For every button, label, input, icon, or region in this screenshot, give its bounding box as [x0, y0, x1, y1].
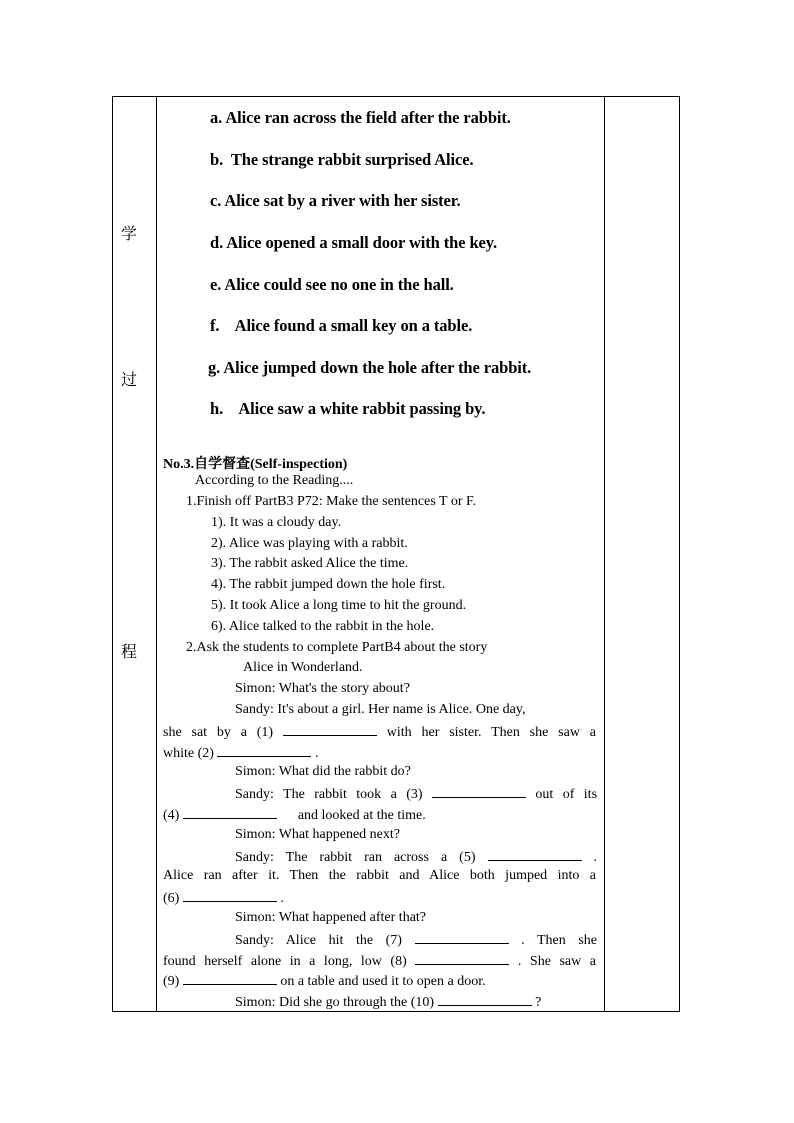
blank-5[interactable] [488, 848, 582, 861]
statement-3: 3). The rabbit asked Alice the time. [211, 556, 409, 571]
dialogue-line-7: (4) and looked at the time. [163, 808, 426, 823]
side-label-1: 学 [121, 224, 138, 243]
blank-3[interactable] [432, 785, 526, 798]
blank-6[interactable] [183, 889, 277, 902]
statement-1: 1). It was a cloudy day. [211, 515, 342, 530]
dialogue-line-8: Simon: What happened next? [235, 827, 400, 842]
statement-5: 5). It took Alice a long time to hit the ground. [211, 598, 467, 613]
blank-4[interactable] [183, 806, 277, 819]
event-e: e. Alice could see no one in the hall. [210, 275, 454, 294]
blank-8[interactable] [415, 952, 509, 965]
dialogue-line-1: Simon: What's the story about? [235, 681, 410, 696]
event-a: a. Alice ran across the field after the rabbit. [210, 108, 511, 127]
dialogue-line-11: (6) . [163, 891, 284, 906]
blank-2[interactable] [217, 744, 311, 757]
task-1: 1.Finish off PartB3 P72: Make the sentences T or F. [186, 494, 477, 509]
statement-6: 6). Alice talked to the rabbit in the hole. [211, 619, 435, 634]
event-b: b. The strange rabbit surprised Alice. [210, 150, 474, 169]
task-2-continued: Alice in Wonderland. [243, 660, 363, 675]
event-c: c. Alice sat by a river with her sister. [210, 191, 461, 210]
dialogue-line-4: white (2) . [163, 746, 319, 761]
event-f: f. Alice found a small key on a table. [210, 316, 473, 335]
statement-2: 2). Alice was playing with a rabbit. [211, 536, 408, 551]
blank-10[interactable] [438, 993, 532, 1006]
statement-4: 4). The rabbit jumped down the hole first. [211, 577, 446, 592]
column-divider-left [156, 97, 157, 1011]
dialogue-line-5: Simon: What did the rabbit do? [235, 764, 411, 779]
task-2: 2.Ask the students to complete PartB4 about the story [186, 640, 488, 655]
side-label-3: 程 [121, 642, 138, 661]
column-divider-right [604, 97, 605, 1011]
dialogue-line-6: Sandy: The rabbit took a (3) out of its [235, 787, 598, 802]
dialogue-line-3: she sat by a (1) with her sister. Then she saw a [163, 725, 596, 740]
dialogue-line-10: Alice ran after it. Then the rabbit and Alice both jumped into a [163, 868, 596, 883]
blank-7[interactable] [415, 931, 509, 944]
blank-1[interactable] [283, 723, 377, 736]
section-heading: No.3.自学督查(Self-inspection) [163, 457, 348, 472]
section-intro: According to the Reading.... [195, 473, 354, 488]
dialogue-line-14: found herself alone in a long, low (8) . She saw a [163, 954, 597, 969]
dialogue-line-2: Sandy: It's about a girl. Her name is Alice. One day, [235, 702, 526, 717]
blank-9[interactable] [183, 972, 277, 985]
dialogue-line-12: Simon: What happened after that? [235, 910, 427, 925]
dialogue-line-9: Sandy: The rabbit ran across a (5) . [235, 850, 598, 865]
dialogue-line-16: Simon: Did she go through the (10) ? [235, 995, 542, 1010]
event-h: h. Alice saw a white rabbit passing by. [210, 399, 486, 418]
dialogue-line-13: Sandy: Alice hit the (7) . Then she [235, 933, 598, 948]
event-g: g. Alice jumped down the hole after the rabbit. [208, 358, 532, 377]
side-label-2: 过 [121, 370, 138, 389]
dialogue-line-15: (9) on a table and used it to open a door. [163, 974, 486, 989]
event-d: d. Alice opened a small door with the key. [210, 233, 498, 252]
